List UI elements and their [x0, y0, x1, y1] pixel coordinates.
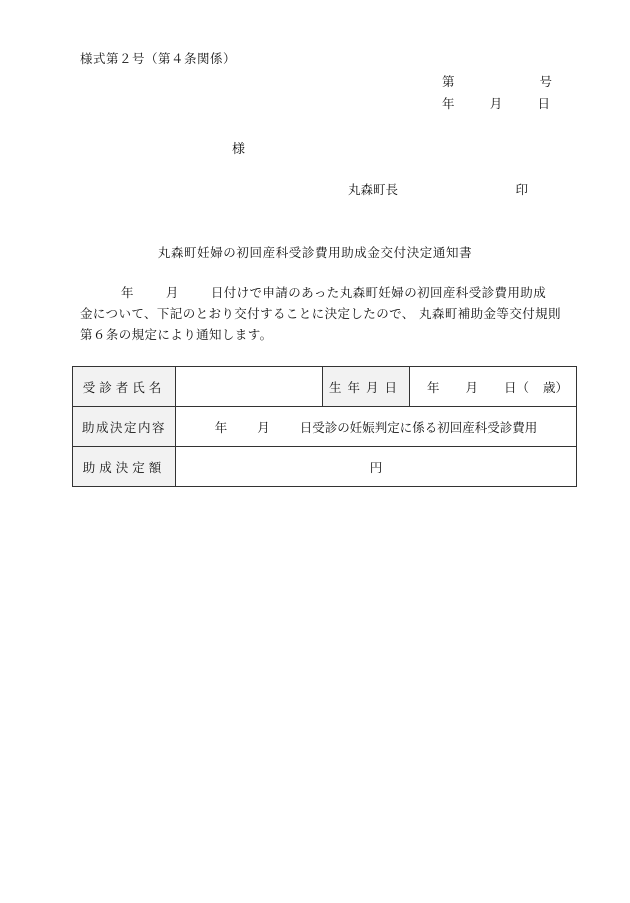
- birth-day: 日（: [503, 379, 529, 395]
- table-row: [73, 407, 577, 447]
- sender-title: 丸森町長: [348, 182, 399, 197]
- decision-content-label: 助成決定内容: [73, 407, 176, 447]
- birth-date-label: 生年月日: [323, 367, 410, 407]
- sender-line: [348, 180, 528, 198]
- date-month: 月: [489, 96, 503, 111]
- body-line-3: 第６条の規定により通知します。: [80, 327, 273, 342]
- birth-year: 年: [426, 379, 440, 395]
- addressee-honorific: 様: [232, 142, 246, 157]
- number-suffix: 号: [539, 74, 552, 89]
- patient-name-value: [176, 367, 323, 407]
- content-month: 月: [257, 419, 270, 435]
- notice-body: [80, 282, 578, 345]
- patient-name-label: 受診者氏名: [73, 367, 176, 407]
- body-line-1: [80, 282, 578, 303]
- content-year: 年: [214, 419, 228, 435]
- subsidy-decision-table: [72, 366, 577, 487]
- body-line-2: 金について、下記のとおり交付することに決定したので、 丸森町補助金等交付規則: [80, 306, 561, 321]
- table-row: [73, 447, 577, 487]
- decision-amount-label: 助成決定額: [73, 447, 176, 487]
- body-year: 年: [121, 285, 134, 300]
- number-prefix: 第: [442, 74, 455, 89]
- document-date-line: [442, 94, 550, 112]
- decision-amount-value: 円: [176, 447, 577, 487]
- document-title: 丸森町妊婦の初回産科受診費用助成金交付決定通知書: [157, 245, 473, 260]
- date-day: 日: [537, 96, 550, 111]
- birth-date-value: [410, 367, 577, 407]
- body-line-1-text: 日付けで申請のあった丸森町妊婦の初回産科受診費用助成: [210, 285, 547, 300]
- body-month: 月: [165, 285, 179, 300]
- age-unit: 歳）: [542, 379, 568, 395]
- document-number-line: [442, 72, 552, 90]
- form-number-label: 様式第２号（第４条関係）: [80, 51, 237, 66]
- decision-content-value: [176, 407, 577, 447]
- seal-mark: 印: [515, 182, 528, 197]
- content-text: 日受診の妊娠判定に係る初回産科受診費用: [299, 419, 538, 435]
- table-row: [73, 367, 577, 407]
- birth-month: 月: [465, 379, 478, 395]
- date-year: 年: [442, 96, 455, 111]
